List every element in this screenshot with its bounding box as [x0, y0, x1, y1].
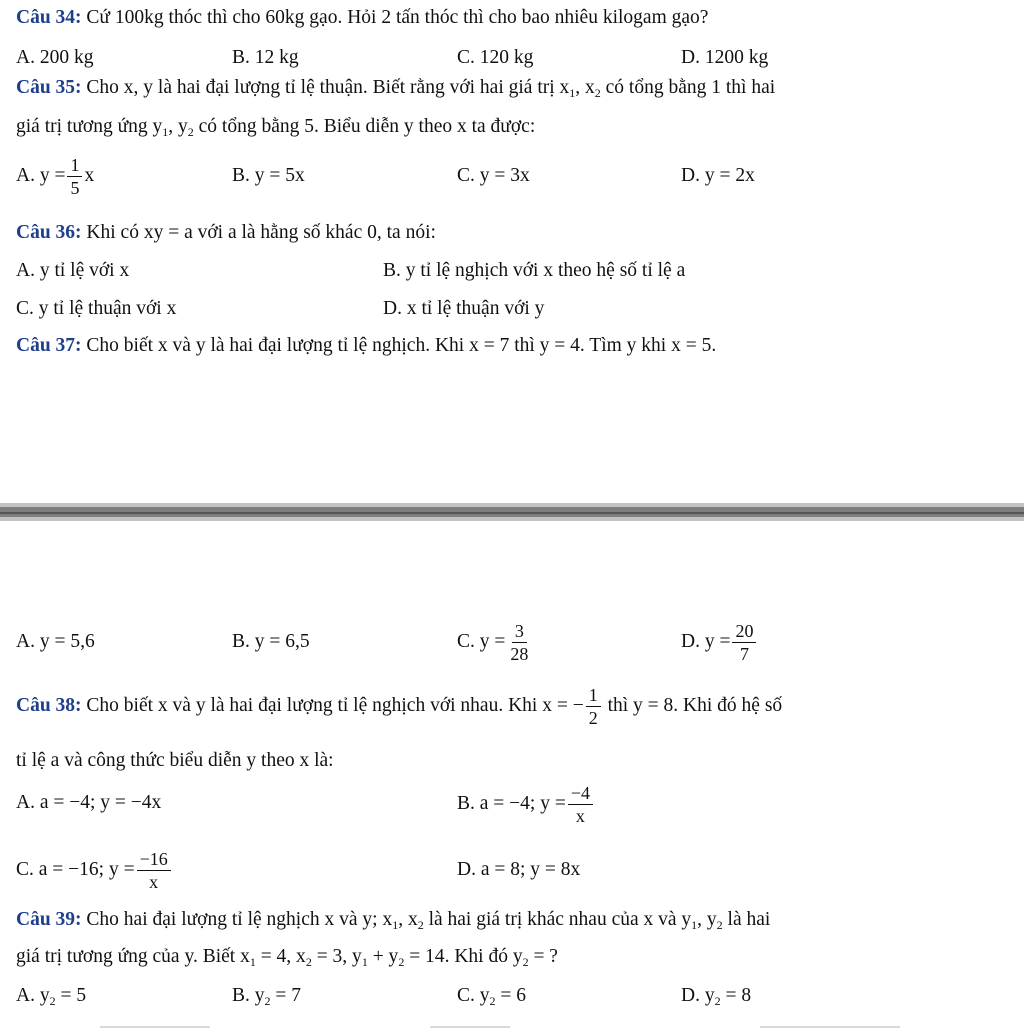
q36-option-b[interactable]: B. y tỉ lệ nghịch với x theo hệ số tỉ lệ a [383, 260, 686, 281]
question-38-text-1: Cho biết x và y là hai đại lượng tỉ lệ nghịch với nhau. Khi [81, 695, 543, 716]
option-letter: D. [681, 631, 700, 652]
fraction [507, 622, 531, 663]
y1-y2-expression: $y_1$, $y_2$ [152, 116, 194, 139]
option-b-equation: y = 6,5 [254, 631, 310, 652]
fraction-numerator: 1 [67, 156, 82, 177]
fraction-numerator: 3 [512, 622, 527, 643]
scan-artifact [430, 1026, 510, 1028]
option-letter: C. [457, 631, 475, 652]
q38-option-d[interactable] [457, 858, 580, 882]
q39-option-d[interactable] [681, 984, 751, 1013]
option-letter: B. [232, 631, 250, 652]
question-39-line-2 [16, 945, 558, 974]
fraction-numerator: 20 [732, 622, 756, 643]
question-35-text-3: giá trị tương ứng [16, 116, 153, 137]
q36-option-d[interactable]: D. x tỉ lệ thuận với y [383, 298, 545, 319]
question-38-label: Câu 38: [16, 695, 82, 716]
option-letter: B. [232, 985, 250, 1006]
option-a-equation: a = −4; y = −4x [39, 792, 162, 813]
fraction-denominator: x [149, 872, 159, 893]
option-a-suffix: x [84, 165, 95, 186]
fraction-denominator: x [575, 806, 585, 827]
fraction-denominator: 28 [510, 644, 529, 665]
question-38-line-2: tỉ lệ a và công thức biểu diễn y theo x là: [16, 750, 334, 771]
x1-x2-expression: $x_1$, $x_2$ [382, 909, 424, 932]
question-38-line-1 [16, 682, 782, 730]
fraction-denominator: 2 [588, 708, 598, 729]
option-letter: A. [16, 631, 35, 652]
y2-symbol: $y_2$ [39, 985, 56, 1008]
given-values-expression: $x_1 = 4$, $x_2 = 3$, $y_1 + y_2 = 14$ [240, 946, 445, 969]
scan-artifact [100, 1026, 210, 1028]
option-d-equation: y = 2x [704, 165, 755, 186]
option-c-value: = 6 [495, 985, 527, 1006]
question-39-text-5: . Khi đó [444, 946, 513, 967]
option-b-equation: y = 5x [254, 165, 305, 186]
fraction [586, 686, 601, 727]
fraction-numerator: 1 [586, 686, 601, 707]
q37-option-c[interactable] [457, 617, 533, 667]
option-a-equation: y = 5,6 [39, 631, 95, 652]
question-35-text-2: có tổng bằng 1 thì hai [600, 77, 776, 98]
q34-option-c[interactable]: C. 120 kg [457, 47, 534, 68]
option-b-prefix: a = −4; y = [479, 793, 566, 814]
y1-y2-expression: $y_1$, $y_2$ [681, 909, 723, 932]
q38-option-c[interactable] [16, 845, 173, 895]
page-break-line [0, 512, 1024, 514]
q35-option-d[interactable] [681, 164, 755, 188]
question-34-text: Cứ 100kg thóc thì cho 60kg gạo. Hỏi 2 tấn thóc thì cho bao nhiêu kilogam gạo? [81, 7, 709, 28]
q39-option-b[interactable] [232, 984, 301, 1013]
question-37-text: Cho biết x và y là hai đại lượng tỉ lệ nghịch. Khi x = 7 thì y = 4. Tìm y khi x = 5. [81, 335, 717, 356]
q39-option-c[interactable] [457, 984, 526, 1013]
q34-option-b[interactable]: B. 12 kg [232, 47, 299, 68]
x1-x2-expression: $x_1$, $x_2$ [559, 77, 601, 100]
q37-option-d[interactable] [681, 617, 758, 667]
option-d-value: = 8 [720, 985, 752, 1006]
q39-option-a[interactable] [16, 984, 86, 1013]
question-35-text-1: Cho x, y là hai đại lượng tỉ lệ thuận. Biết rằng với hai giá trị [81, 77, 560, 98]
fraction [67, 156, 82, 197]
q35-option-b[interactable] [232, 164, 305, 188]
q34-option-a[interactable]: A. 200 kg [16, 47, 94, 68]
option-letter: A. [16, 985, 35, 1006]
y2-symbol: $y_2$ [254, 985, 271, 1008]
fraction [568, 784, 593, 825]
question-39-text-2: là hai giá trị khác nhau của x và [423, 909, 682, 930]
option-letter: C. [16, 859, 34, 880]
q38-option-a[interactable] [16, 791, 161, 815]
option-a-prefix: y = [39, 165, 66, 186]
question-39-text-4: giá trị tương ứng của y. Biết [16, 946, 241, 967]
q35-option-c[interactable] [457, 164, 530, 188]
q37-option-a[interactable] [16, 630, 95, 654]
question-36 [16, 221, 436, 245]
fraction-denominator: 5 [70, 178, 80, 199]
option-letter: C. [457, 165, 475, 186]
option-b-value: = 7 [270, 985, 302, 1006]
option-letter: A. [16, 165, 35, 186]
option-c-equation: y = 3x [479, 165, 530, 186]
question-39-text-1: Cho hai đại lượng tỉ lệ nghịch x và y; [81, 909, 383, 930]
page-break [0, 503, 1024, 521]
option-letter: C. [457, 985, 475, 1006]
question-36-text: Khi có xy = a với a là hằng số khác 0, ta nói: [81, 222, 436, 243]
q36-option-c[interactable]: C. y tỉ lệ thuận với x [16, 298, 177, 319]
question-36-label: Câu 36: [16, 222, 82, 243]
question-35-label: Câu 35: [16, 77, 82, 98]
option-letter: D. [681, 985, 700, 1006]
question-34 [16, 6, 708, 30]
question-39-line-1 [16, 908, 770, 937]
question-35-line-1 [16, 76, 775, 105]
option-c-prefix: y = [479, 631, 506, 652]
question-34-label: Câu 34: [16, 7, 82, 28]
fraction-numerator: −4 [568, 784, 593, 805]
option-a-value: = 5 [55, 985, 87, 1006]
option-letter: A. [16, 792, 35, 813]
option-d-equation: a = 8; y = 8x [480, 859, 581, 880]
question-37-label: Câu 37: [16, 335, 82, 356]
option-d-prefix: y = [704, 631, 731, 652]
y2-symbol: $y_2$ [479, 985, 496, 1008]
y2-symbol: $y_2$ [512, 946, 529, 969]
fraction [732, 622, 756, 663]
option-letter: B. [457, 793, 475, 814]
q38-option-b[interactable] [457, 779, 595, 829]
fraction-numerator: −16 [137, 850, 171, 871]
q36-option-a[interactable]: A. y tỉ lệ với x [16, 260, 130, 281]
x-value-prefix: x = − [542, 695, 584, 716]
fraction [137, 850, 171, 891]
question-38-text-2: thì y = 8. Khi đó hệ số [602, 695, 783, 716]
option-c-prefix: a = −16; y = [38, 859, 135, 880]
fraction-denominator: 7 [739, 644, 749, 665]
question-39-label: Câu 39: [16, 909, 82, 930]
y2-symbol: $y_2$ [704, 985, 721, 1008]
q35-option-a[interactable] [16, 152, 94, 200]
q37-option-b[interactable] [232, 630, 310, 654]
scan-artifact [760, 1026, 900, 1028]
question-35-line-2 [16, 115, 535, 144]
option-letter: D. [681, 165, 700, 186]
question-39-text-3: là hai [722, 909, 771, 930]
question-37 [16, 334, 716, 358]
q34-option-d[interactable]: D. 1200 kg [681, 47, 769, 68]
option-letter: B. [232, 165, 250, 186]
question-39-text-6: = ? [528, 946, 558, 967]
question-35-text-4: có tổng bằng 5. Biểu diễn y theo x ta được: [193, 116, 536, 137]
option-letter: D. [457, 859, 476, 880]
